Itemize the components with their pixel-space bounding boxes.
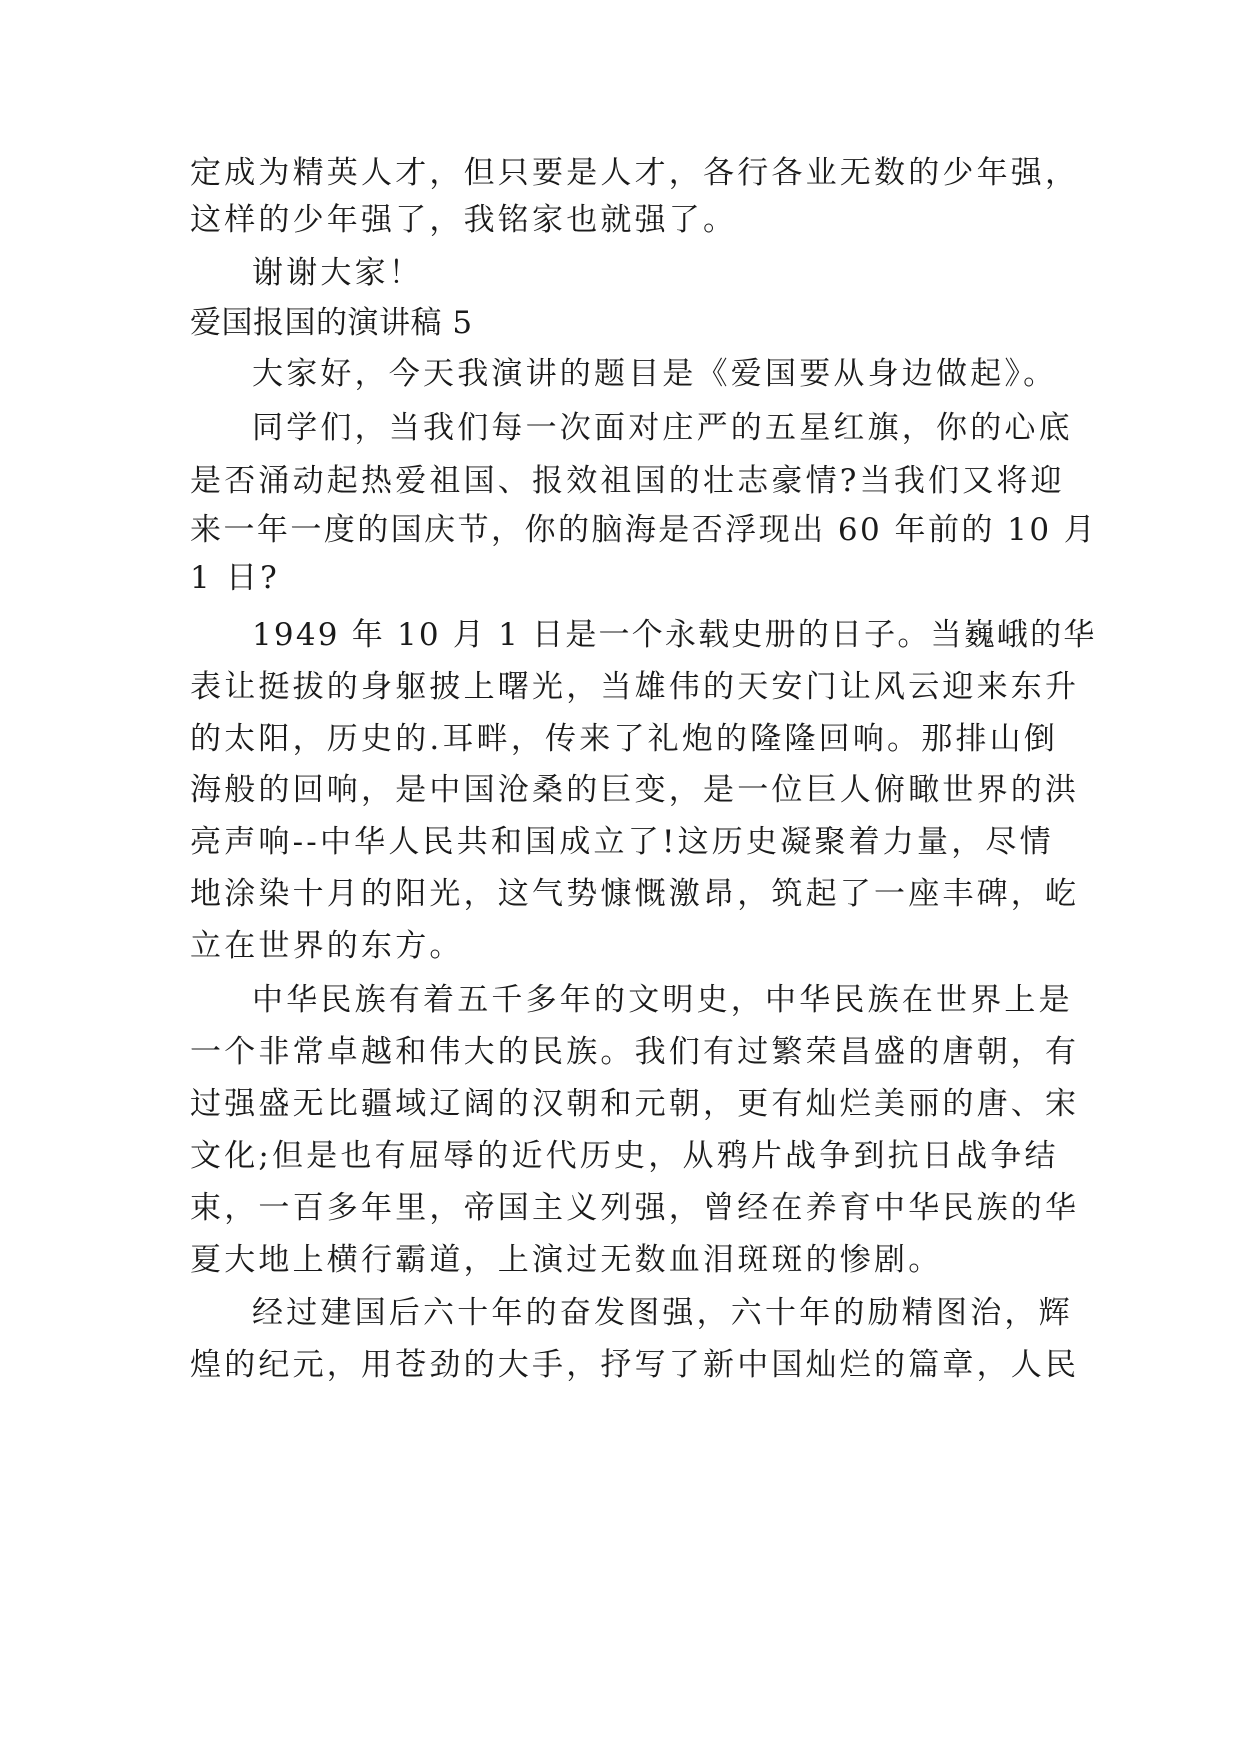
text-line: 地涂染十月的阳光，这气势慷慨激昂，筑起了一座丰碑，屹 <box>190 876 1080 912</box>
text-line: 过强盛无比疆域辽阔的汉朝和元朝，更有灿烂美丽的唐、宋 <box>190 1086 1080 1122</box>
text-line: 海般的回响，是中国沧桑的巨变，是一位巨人俯瞰世界的洪 <box>190 772 1080 808</box>
text-line: 的太阳，历史的.耳畔，传来了礼炮的隆隆回响。那排山倒 <box>190 721 1059 757</box>
section-heading: 爱国报国的演讲稿 5 <box>190 305 473 341</box>
text-line: 来一年一度的国庆节，你的脑海是否浮现出 60 年前的 10 月 <box>190 512 1098 548</box>
text-line: 夏大地上横行霸道，上演过无数血泪斑斑的惨剧。 <box>190 1242 943 1278</box>
text-line: 中华民族有着五千多年的文明史，中华民族在世界上是 <box>252 982 1073 1018</box>
text-line: 1 日? <box>190 560 280 596</box>
text-line: 立在世界的东方。 <box>190 928 464 964</box>
text-line: 谢谢大家！ <box>252 255 423 291</box>
text-line: 1949 年 10 月 1 日是一个永载史册的日子。当巍峨的华 <box>252 617 1097 653</box>
text-line: 束，一百多年里，帝国主义列强，曾经在养育中华民族的华 <box>190 1190 1080 1226</box>
text-line: 表让挺拔的身躯披上曙光，当雄伟的天安门让风云迎来东升 <box>190 669 1080 705</box>
text-line: 大家好，今天我演讲的题目是《爱国要从身边做起》。 <box>252 356 1058 392</box>
text-line: 亮声响--中华人民共和国成立了!这历史凝聚着力量，尽情 <box>190 824 1054 860</box>
text-line: 一个非常卓越和伟大的民族。我们有过繁荣昌盛的唐朝，有 <box>190 1034 1080 1070</box>
text-line: 这样的少年强了，我铭家也就强了。 <box>190 202 738 238</box>
text-line: 煌的纪元，用苍劲的大手，抒写了新中国灿烂的篇章，人民 <box>190 1347 1080 1383</box>
text-line: 同学们，当我们每一次面对庄严的五星红旗，你的心底 <box>252 410 1073 446</box>
text-line: 是否涌动起热爱祖国、报效祖国的壮志豪情?当我们又将迎 <box>190 463 1065 499</box>
text-line: 定成为精英人才，但只要是人才，各行各业无数的少年强， <box>190 155 1080 191</box>
text-line: 经过建国后六十年的奋发图强，六十年的励精图治，辉 <box>252 1295 1073 1331</box>
text-line: 文化;但是也有屈辱的近代历史，从鸦片战争到抗日战争结 <box>190 1138 1059 1174</box>
